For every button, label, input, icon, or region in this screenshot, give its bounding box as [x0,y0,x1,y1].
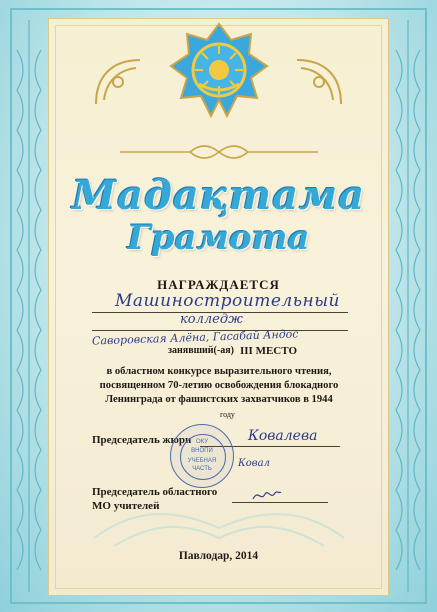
mo-chair-label-2: МО учителей [92,500,160,512]
stamp-mid-text: ВНОПИ [191,448,213,454]
stamp-top-text: ОКУ [195,439,209,445]
awarded-label: НАГРАЖДАЕТСЯ [157,277,280,292]
stamp-bottom-text-1: УЧЕБНАЯ [187,458,217,464]
certificate-title-russian: Грамота [127,218,310,258]
mo-chair-label-1: Председатель областного [92,486,218,498]
certificate-title-kazakh: Мадақтама [71,172,366,219]
jury-signature-short: Ковал [238,458,270,469]
left-ornament-border [12,20,46,592]
award-description [64,365,374,407]
kazakhstan-emblem-icon [169,22,269,122]
recipient-name-handwritten: Машиностроительный [115,291,340,311]
city-and-year: Павлодар, 2014 [178,550,259,562]
mo-signature-line [232,502,328,503]
stamp-bottom-text-2: ЧАСТЬ [192,466,212,472]
student-names-handwritten: Саворовская Алёна, Гасабай Андос [91,327,299,348]
place-text: III МЕСТО [240,345,298,357]
top-right-ornament-icon [293,56,345,108]
description-line-2: посвященном 70-летию освобождения блокадного [99,380,339,391]
top-left-ornament-icon [92,56,144,108]
mo-signature-scribble [252,488,282,502]
seal-stamp [170,424,234,488]
jury-chair-label: Председатель жюри [92,434,192,446]
recipient-name-handwritten-2: колледж [180,312,243,327]
divider-ornament-icon [120,140,318,164]
place-prefix: занявший(-ая) [168,345,234,356]
description-line-3: Ленинграда от фашистских захватчиков в 1944 [105,394,333,405]
year-word: году [220,410,235,419]
description-line-1: в областном конкурсе выразительного чтения, [106,366,332,377]
right-ornament-border [391,20,425,592]
jury-signature: Ковалева [248,428,318,444]
